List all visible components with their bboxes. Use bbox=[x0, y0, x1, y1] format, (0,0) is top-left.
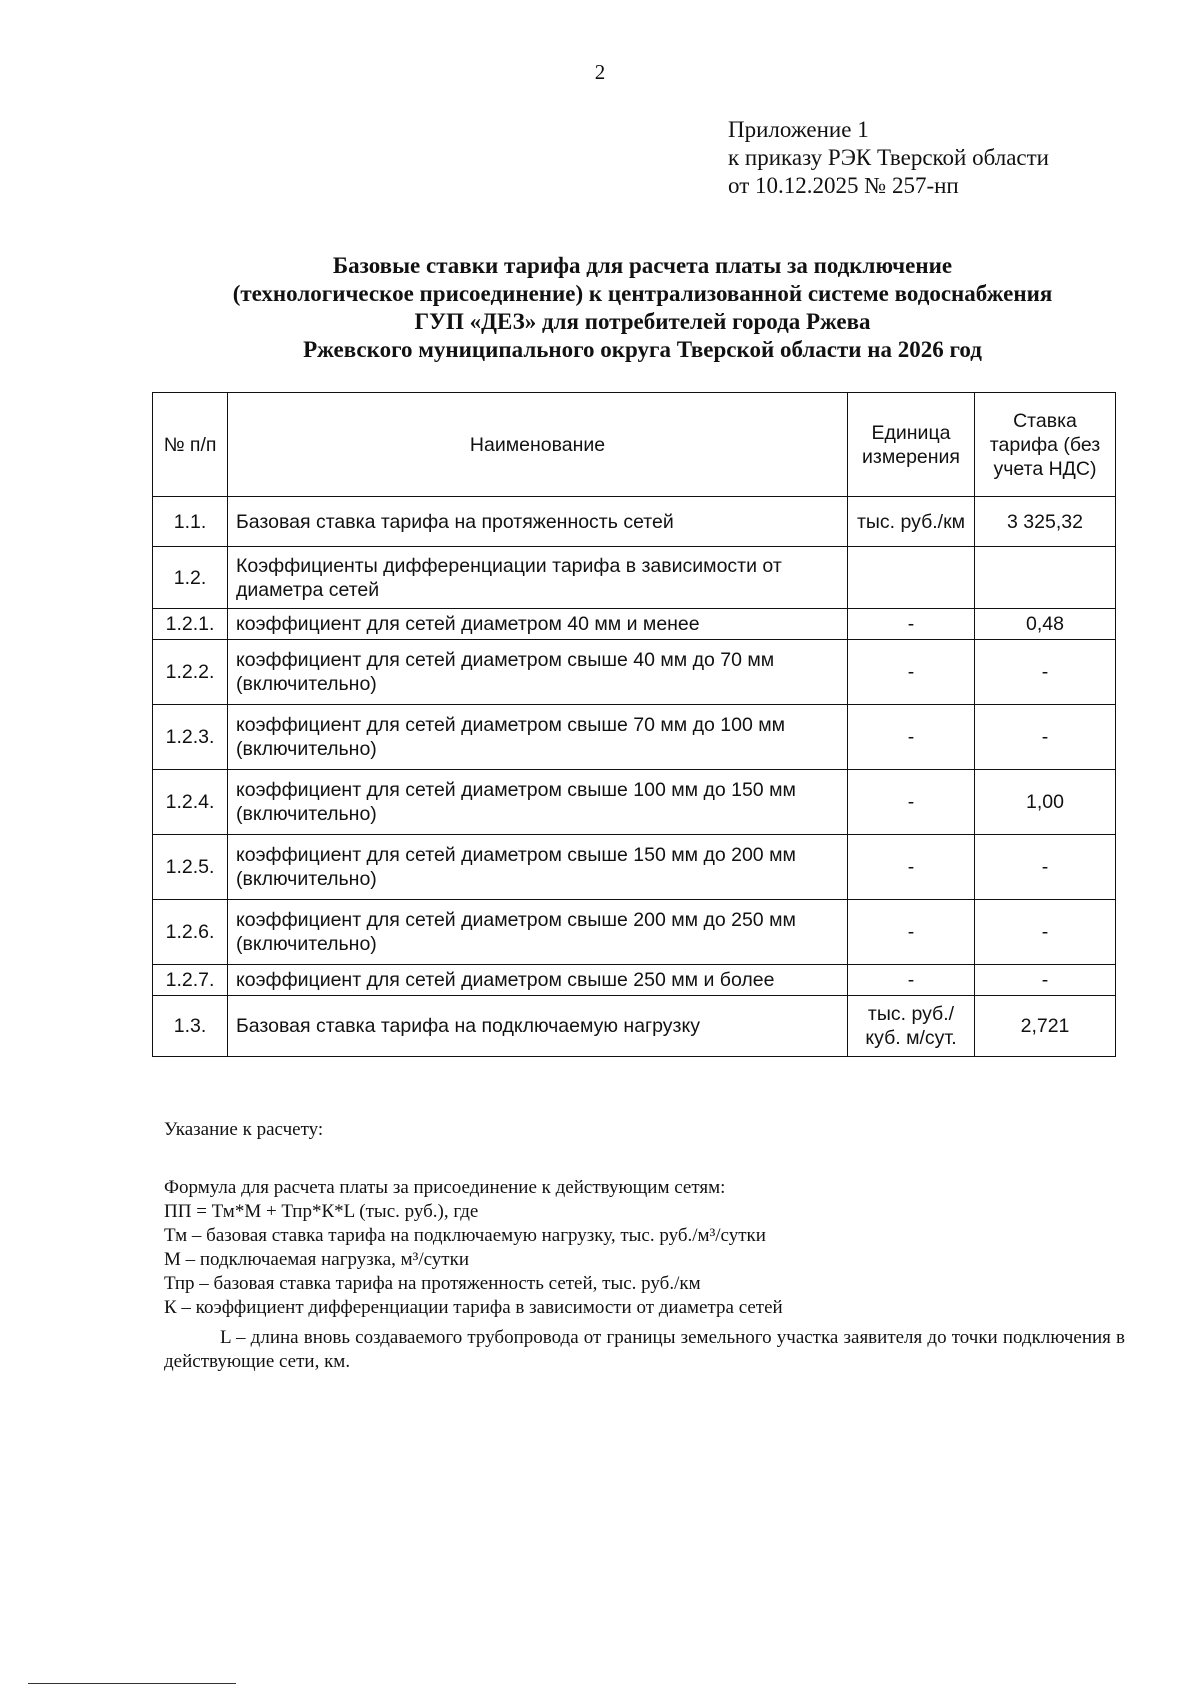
header-unit: Единица измерения bbox=[848, 393, 975, 497]
appendix-reference bbox=[728, 116, 1049, 200]
definition-m: М – подключаемая нагрузка, м³/сутки bbox=[164, 1249, 470, 1270]
row-num: 1.2.5. bbox=[153, 835, 228, 900]
row-rate: 3 325,32 bbox=[975, 497, 1116, 547]
formula-intro: Формула для расчета платы за присоединение к действующим сетям: bbox=[164, 1177, 726, 1198]
row-unit: - bbox=[848, 900, 975, 965]
table-row bbox=[153, 770, 1116, 835]
row-num: 1.2.2. bbox=[153, 640, 228, 705]
row-unit: - bbox=[848, 640, 975, 705]
row-num: 1.2.3. bbox=[153, 705, 228, 770]
definition-tpr: Тпр – базовая ставка тарифа на протяженность сетей, тыс. руб./км bbox=[164, 1273, 701, 1294]
row-name: Коэффициенты дифференциации тарифа в зависимости от диаметра сетей bbox=[228, 547, 848, 609]
formula: ПП = Тм*М + Тпр*К*L (тыс. руб.), где bbox=[164, 1201, 479, 1222]
row-num: 1.1. bbox=[153, 497, 228, 547]
row-unit: - bbox=[848, 705, 975, 770]
row-name: коэффициент для сетей диаметром свыше 250 мм и более bbox=[228, 965, 848, 996]
row-name: Базовая ставка тарифа на протяженность сетей bbox=[228, 497, 848, 547]
title-line-1: Базовые ставки тарифа для расчета платы за подключение bbox=[332, 253, 953, 278]
row-unit bbox=[848, 547, 975, 609]
table-row bbox=[153, 965, 1116, 996]
table-row bbox=[153, 900, 1116, 965]
appendix-line-1: Приложение 1 bbox=[728, 117, 869, 142]
calculation-notes bbox=[164, 1118, 1125, 1320]
row-unit: - bbox=[848, 835, 975, 900]
table-row bbox=[153, 996, 1116, 1057]
definition-l-block bbox=[164, 1326, 1125, 1374]
row-rate: - bbox=[975, 835, 1116, 900]
title-line-3: ГУП «ДЕЗ» для потребителей города Ржева bbox=[414, 309, 871, 334]
table-header-row bbox=[153, 393, 1116, 497]
row-rate: - bbox=[975, 965, 1116, 996]
definition-l: L – длина вновь создаваемого трубопровода от границы земельного участка заявителя до точки подключения в действующие сети, км. bbox=[164, 1327, 1125, 1372]
row-rate: 1,00 bbox=[975, 770, 1116, 835]
table-row bbox=[153, 640, 1116, 705]
row-rate: 2,721 bbox=[975, 996, 1116, 1057]
row-name: Базовая ставка тарифа на подключаемую нагрузку bbox=[228, 996, 848, 1057]
row-unit: - bbox=[848, 965, 975, 996]
row-rate: 0,48 bbox=[975, 609, 1116, 640]
document-title bbox=[150, 252, 1135, 364]
row-name: коэффициент для сетей диаметром свыше 200 мм до 250 мм (включительно) bbox=[228, 900, 848, 965]
row-rate: - bbox=[975, 900, 1116, 965]
page-number: 2 bbox=[594, 60, 606, 84]
header-name: Наименование bbox=[228, 393, 848, 497]
row-unit: - bbox=[848, 609, 975, 640]
table-row bbox=[153, 835, 1116, 900]
table-row bbox=[153, 609, 1116, 640]
header-num: № п/п bbox=[153, 393, 228, 497]
row-num: 1.2.1. bbox=[153, 609, 228, 640]
appendix-line-2: к приказу РЭК Тверской области bbox=[728, 145, 1049, 170]
row-unit: тыс. руб./км bbox=[848, 497, 975, 547]
footer-divider bbox=[28, 1683, 236, 1684]
title-line-4: Ржевского муниципального округа Тверской области на 2026 год bbox=[303, 337, 982, 362]
table-row bbox=[153, 497, 1116, 547]
row-unit: тыс. руб./ куб. м/сут. bbox=[848, 996, 975, 1057]
row-num: 1.2.4. bbox=[153, 770, 228, 835]
appendix-line-3: от 10.12.2025 № 257-нп bbox=[728, 173, 959, 198]
row-rate: - bbox=[975, 705, 1116, 770]
notes-heading: Указание к расчету: bbox=[164, 1119, 324, 1140]
row-rate bbox=[975, 547, 1116, 609]
row-name: коэффициент для сетей диаметром свыше 70 мм до 100 мм (включительно) bbox=[228, 705, 848, 770]
row-num: 1.3. bbox=[153, 996, 228, 1057]
row-name: коэффициент для сетей диаметром свыше 150 мм до 200 мм (включительно) bbox=[228, 835, 848, 900]
definition-tm: Тм – базовая ставка тарифа на подключаемую нагрузку, тыс. руб./м³/сутки bbox=[164, 1225, 766, 1246]
header-rate: Ставка тарифа (без учета НДС) bbox=[975, 393, 1116, 497]
row-unit: - bbox=[848, 770, 975, 835]
row-name: коэффициент для сетей диаметром свыше 40 мм до 70 мм (включительно) bbox=[228, 640, 848, 705]
row-rate: - bbox=[975, 640, 1116, 705]
row-name: коэффициент для сетей диаметром 40 мм и менее bbox=[228, 609, 848, 640]
table-row bbox=[153, 547, 1116, 609]
row-num: 1.2. bbox=[153, 547, 228, 609]
table-row bbox=[153, 705, 1116, 770]
definition-k: К – коэффициент дифференциации тарифа в зависимости от диаметра сетей bbox=[164, 1297, 783, 1318]
row-name: коэффициент для сетей диаметром свыше 100 мм до 150 мм (включительно) bbox=[228, 770, 848, 835]
title-line-2: (технологическое присоединение) к централизованной системе водоснабжения bbox=[232, 281, 1053, 306]
tariff-table bbox=[152, 392, 1116, 1057]
row-num: 1.2.7. bbox=[153, 965, 228, 996]
row-num: 1.2.6. bbox=[153, 900, 228, 965]
